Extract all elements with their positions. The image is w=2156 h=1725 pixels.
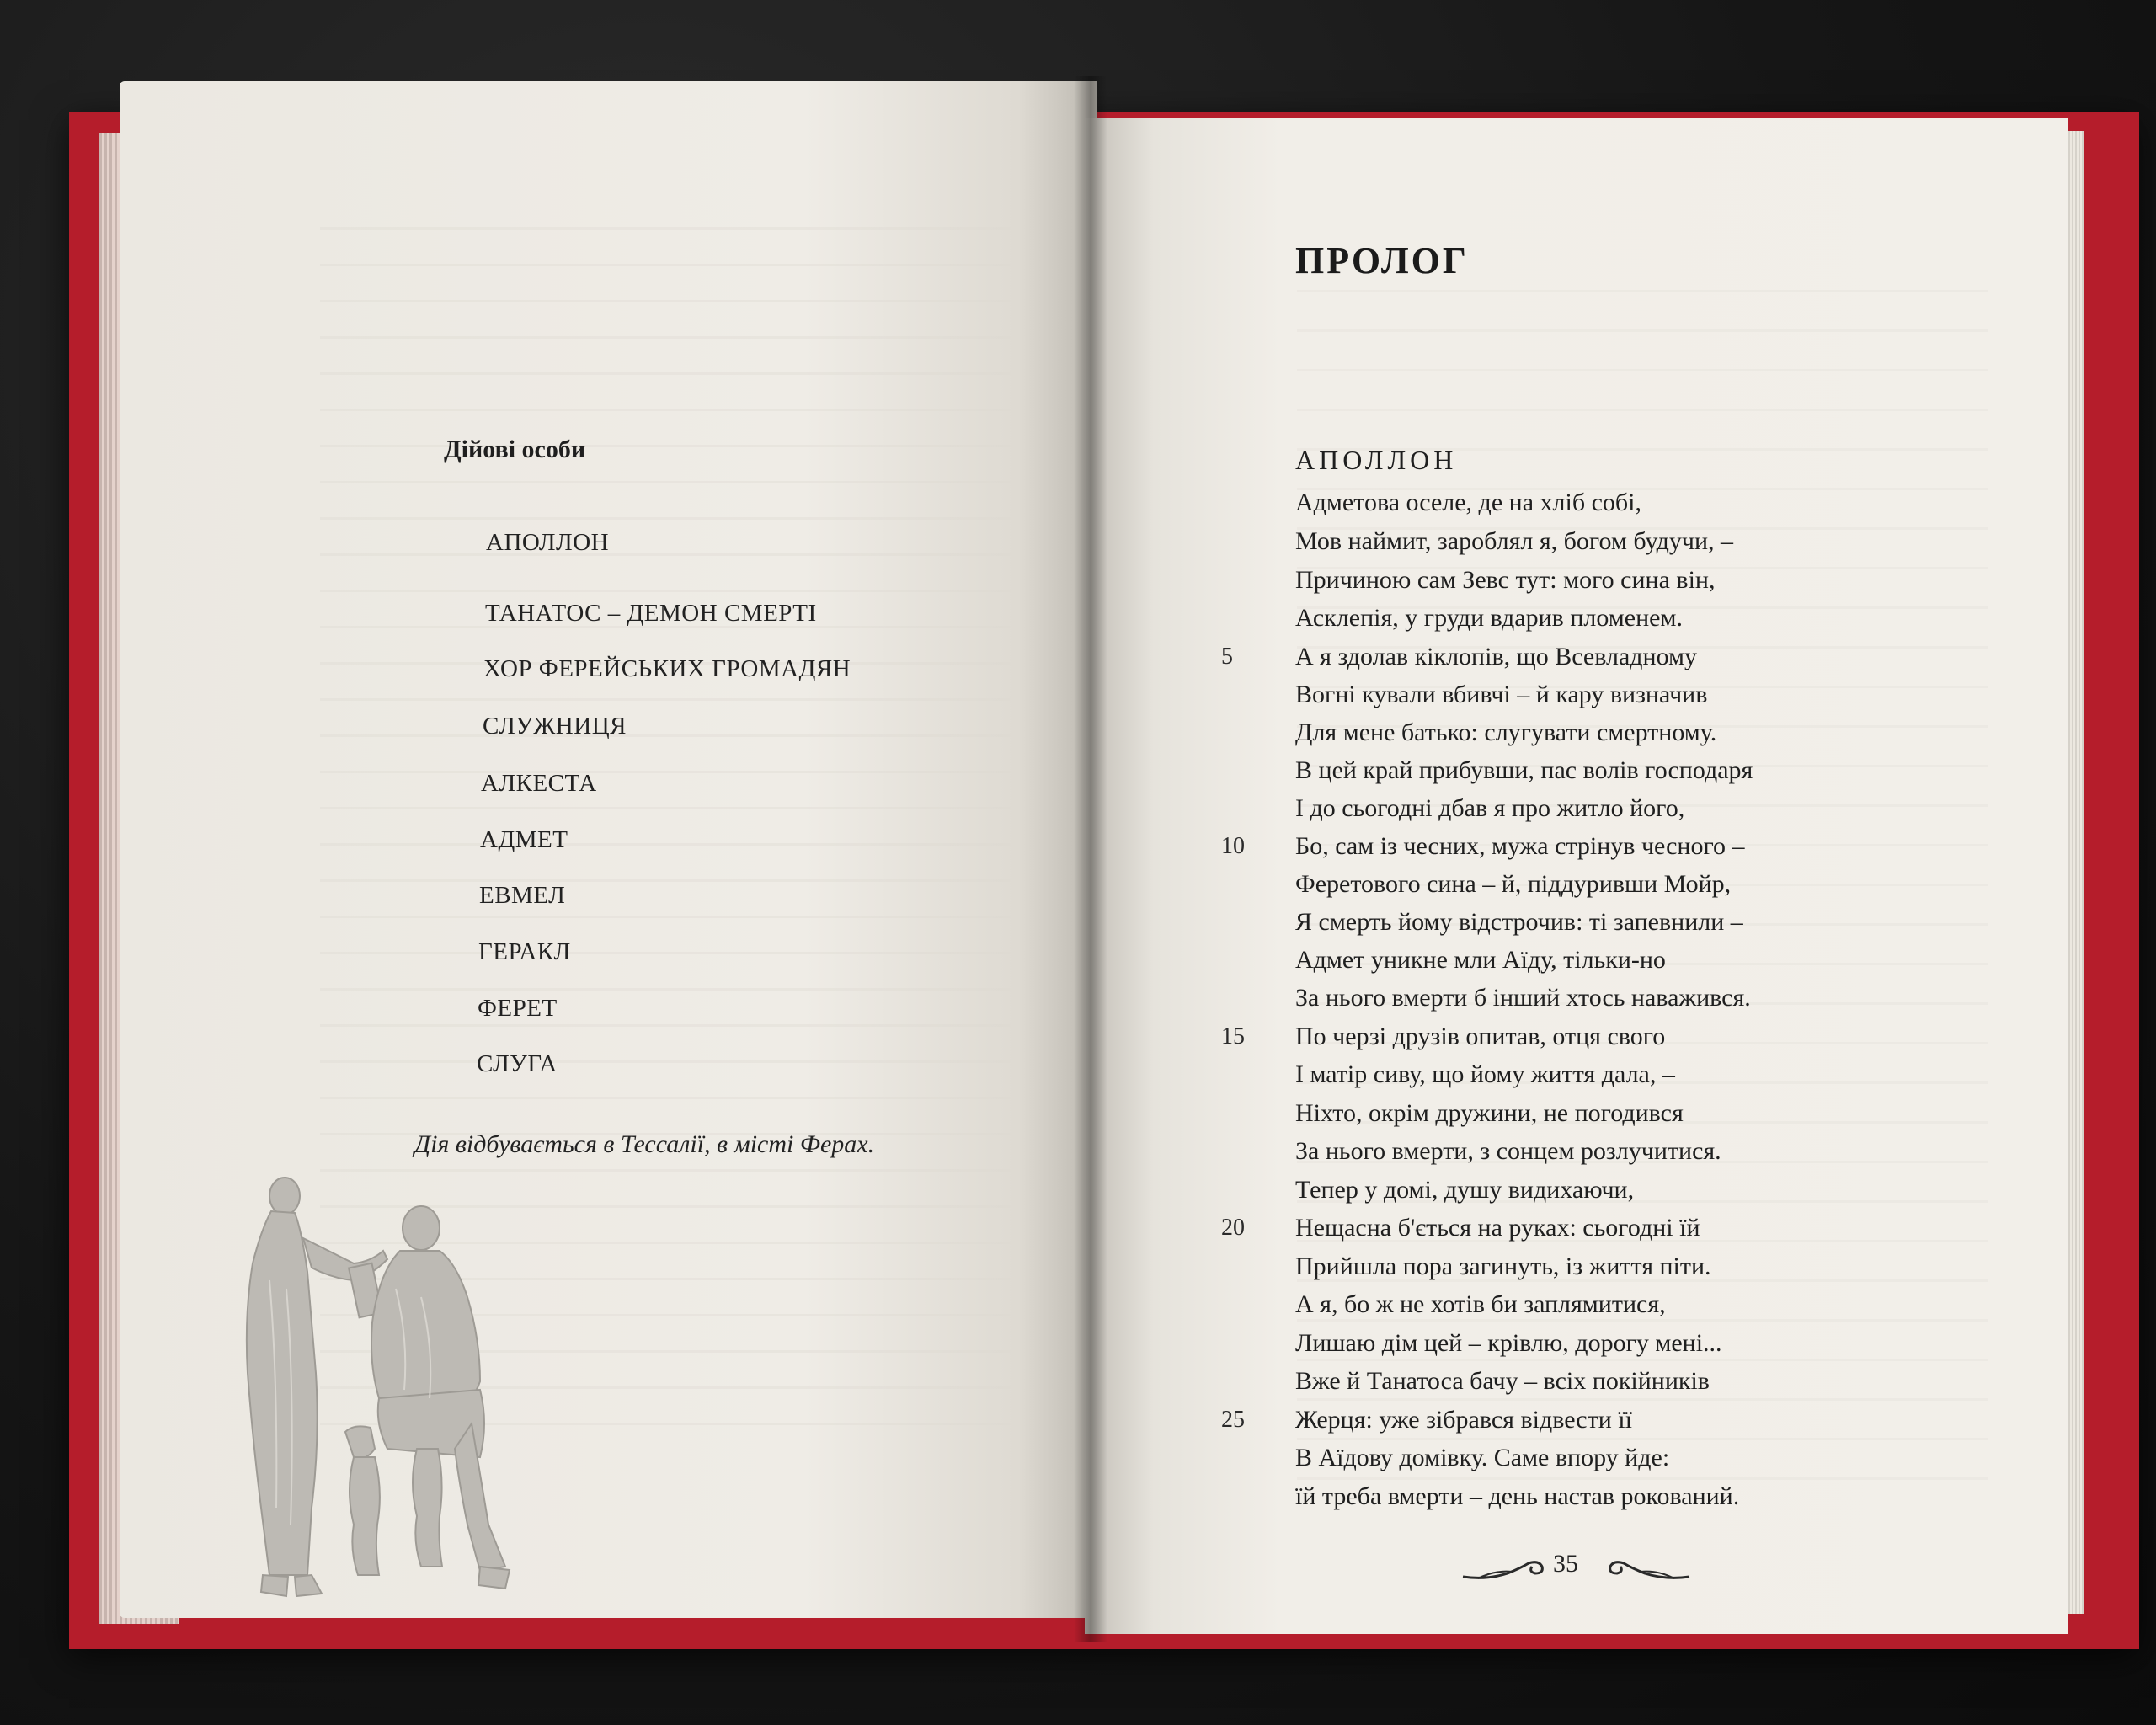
verse-line: Жерця: уже зібрався відвести її [1295,1406,1632,1434]
line-number: 15 [1221,1023,1245,1049]
verse-line: Причиною сам Зевс тут: мого сина він, [1295,566,1716,594]
verse-line: Вже й Танатоса бачу – всіх покійників [1295,1367,1710,1395]
cast-item-chorus: ХОР ФЕРЕЙСЬКИХ ГРОМАДЯН [483,655,851,682]
cast-item-admetus: АДМЕТ [480,826,568,853]
speaker-name: АПОЛЛОН [1295,445,1458,475]
verse-line: А я, бо ж не хотів би заплямитися, [1295,1290,1666,1318]
cast-item-servant: СЛУГА [477,1050,558,1077]
verse-line: В цей край прибувши, пас волів господаря [1295,756,1753,784]
book-gutter [1074,76,1107,1642]
verse-line: Лишаю дім цей – крівлю, дорогу мені... [1295,1329,1722,1357]
cast-heading: Дійові особи [444,435,586,463]
verse-line: Прийшла пора загинуть, із життя піти. [1295,1252,1711,1280]
verse-line: І матір сиву, що йому життя дала, – [1295,1060,1675,1088]
verse-line: Адмет уникне мли Аїду, тільки-но [1295,946,1666,974]
verse-line: Адметова оселе, де на хліб собі, [1295,489,1641,516]
verse-line: Феретового сина – й, піддуривши Мойр, [1295,870,1732,898]
verse-line: їй треба вмерти – день настав рокований. [1295,1482,1740,1510]
verse-line: В Аїдову домівку. Саме впору йде: [1295,1444,1670,1471]
verse-line: Я смерть йому відстрочив: ті запевнили – [1295,908,1743,936]
cast-item-pheres: ФЕРЕТ [478,995,558,1022]
verse-line: Для мене батько: слугувати смертному. [1295,718,1717,746]
prologue-title: ПРОЛОГ [1295,240,1469,281]
cast-item-eumelus: ЕВМЕЛ [479,882,566,909]
line-number: 10 [1221,833,1245,859]
page-number: 35 [1553,1550,1578,1578]
verse-line: Нещасна б'ється на руках: сьогодні їй [1295,1214,1700,1242]
folio-flourish-right-icon [1607,1555,1691,1585]
folio-flourish-left-icon [1461,1555,1545,1585]
classical-figures-illustration [227,1171,564,1609]
line-number: 5 [1221,644,1233,670]
cast-item-thanatos: ТАНАТОС – ДЕМОН СМЕРТІ [485,600,817,627]
cast-item-apollo: АПОЛЛОН [486,529,610,556]
verse-line: Ніхто, окрім дружини, не погодився [1295,1099,1684,1127]
verse-line: За нього вмерти б інший хтось наважився. [1295,984,1751,1012]
line-number: 25 [1221,1407,1245,1433]
verse-line: Вогні кували вбивчі – й кару визначив [1295,681,1708,708]
cast-item-alcestis: АЛКЕСТА [481,770,597,797]
verse-line: А я здолав кіклопів, що Всевладному [1295,643,1697,670]
cast-item-heracles: ГЕРАКЛ [478,938,571,965]
verse-line: Мов наймит, зароблял я, богом будучи, – [1295,527,1734,555]
verse-line: І до сьогодні дбав я про житло його, [1295,794,1685,822]
line-number: 20 [1221,1215,1245,1241]
verse-line: За нього вмерти, з сонцем розлучитися. [1295,1137,1721,1165]
verse-line: Асклепія, у груди вдарив пломенем. [1295,604,1683,632]
cast-item-maidservant: СЛУЖНИЦЯ [483,713,627,740]
verse-line: По черзі друзів опитав, отця свого [1295,1023,1666,1050]
setting-note: Дія відбувається в Тессалії, в місті Ферах. [414,1130,875,1158]
verse-line: Тепер у домі, душу видихаючи, [1295,1176,1635,1204]
verse-line: Бо, сам із чесних, мужа стрінув чесного – [1295,832,1745,860]
